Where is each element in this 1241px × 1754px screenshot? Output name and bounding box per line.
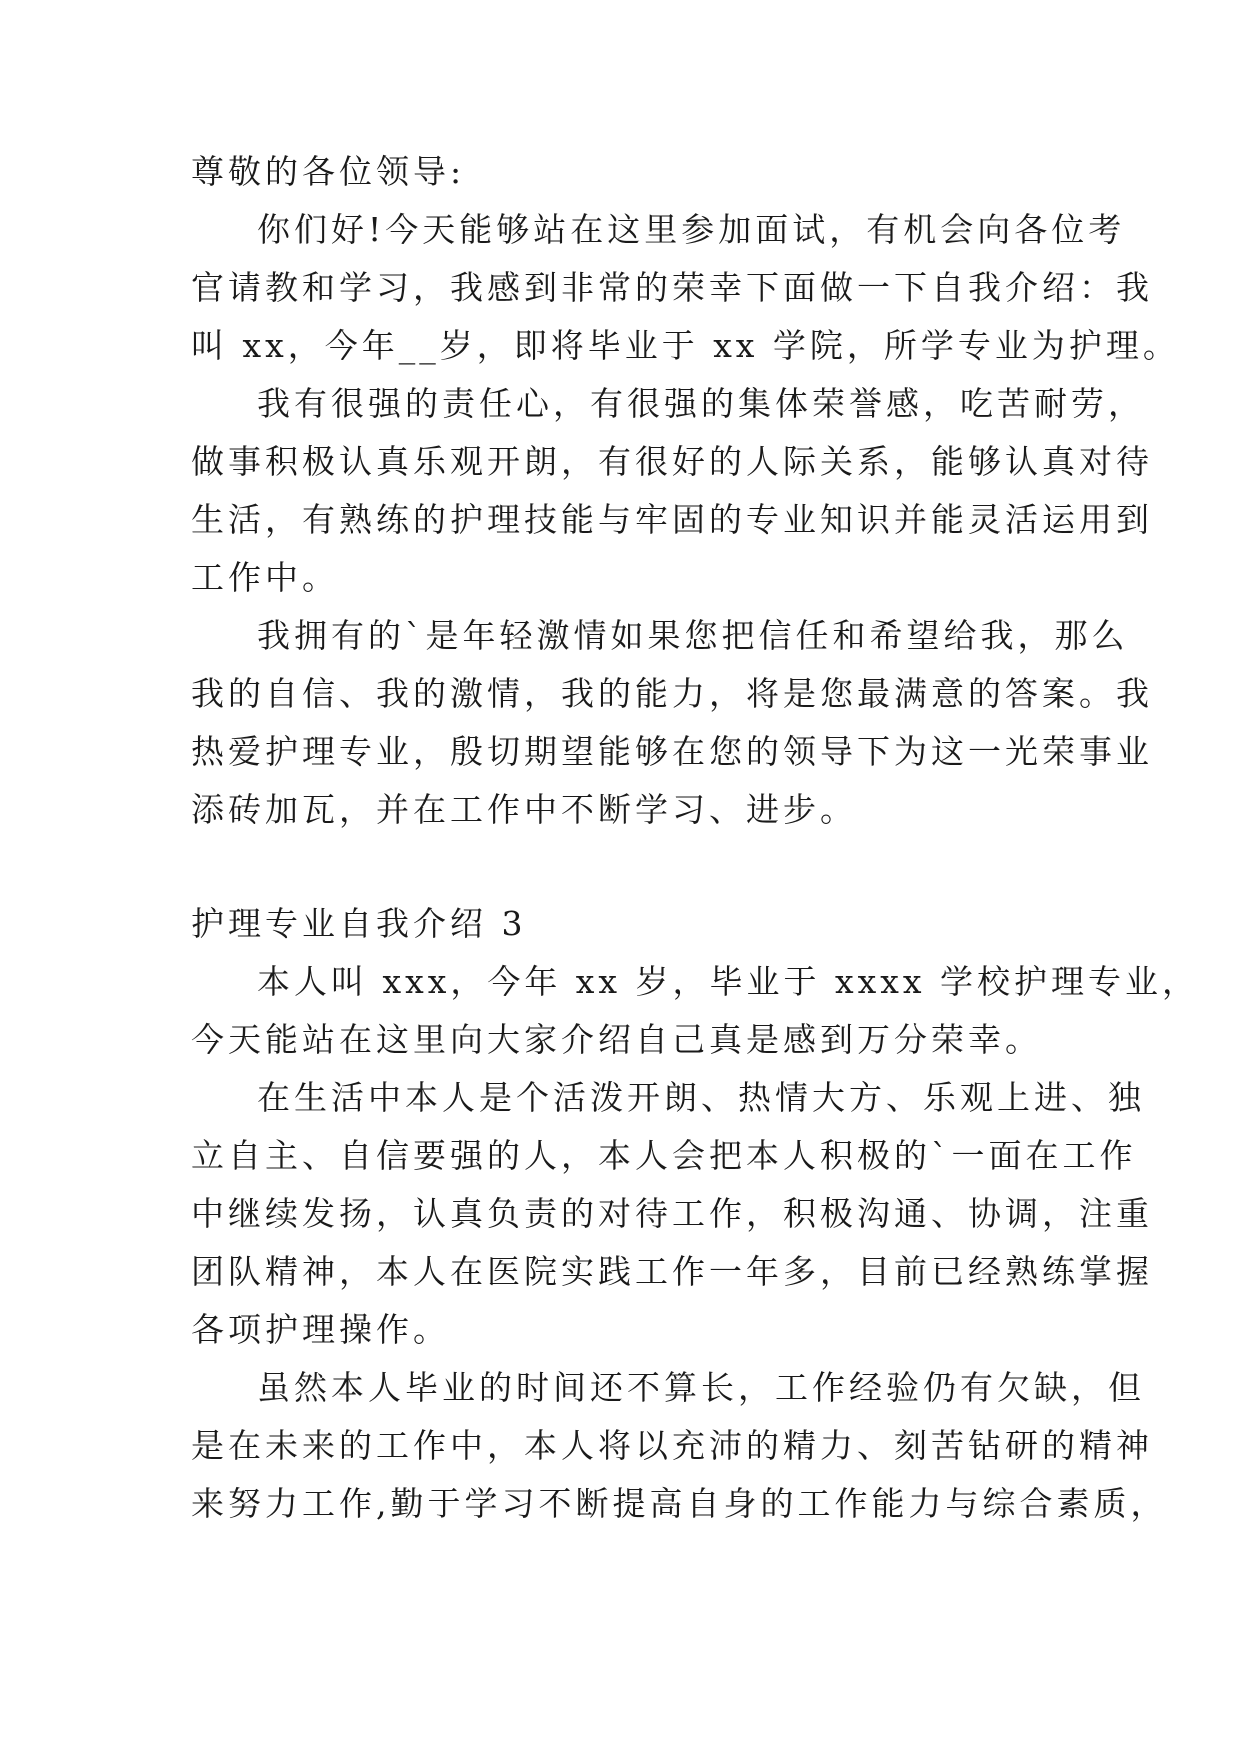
salutation: 尊敬的各位领导: bbox=[191, 152, 466, 191]
paragraph-line: 本人叫 xxx，今年 xx 岁，毕业于 xxxx 学校护理专业， bbox=[257, 962, 1199, 1001]
paragraph-line: 添砖加瓦，并在工作中不断学习、进步。 bbox=[191, 790, 857, 829]
paragraph-line: 中继续发扬，认真负责的对待工作，积极沟通、协调，注重 bbox=[191, 1194, 1153, 1233]
paragraph-line: 我有很强的责任心，有很强的集体荣誉感，吃苦耐劳， bbox=[257, 384, 1145, 423]
paragraph-line: 立自主、自信要强的人，本人会把本人积极的`一面在工作 bbox=[191, 1136, 1137, 1175]
paragraph-line: 各项护理操作。 bbox=[191, 1310, 450, 1349]
paragraph-line: 生活，有熟练的护理技能与牢固的专业知识并能灵活运用到 bbox=[191, 500, 1153, 539]
paragraph-line: 你们好!今天能够站在这里参加面试，有机会向各位考 bbox=[257, 210, 1126, 249]
paragraph-line: 今天能站在这里向大家介绍自己真是感到万分荣幸。 bbox=[191, 1020, 1042, 1059]
paragraph-line: 做事积极认真乐观开朗，有很好的人际关系，能够认真对待 bbox=[191, 442, 1153, 481]
paragraph-line: 叫 xx，今年__岁，即将毕业于 xx 学院，所学专业为护理。 bbox=[191, 326, 1180, 365]
paragraph-line: 是在未来的工作中，本人将以充沛的精力、刻苦钻研的精神 bbox=[191, 1426, 1153, 1465]
paragraph-line: 在生活中本人是个活泼开朗、热情大方、乐观上进、独 bbox=[257, 1078, 1145, 1117]
paragraph-line: 虽然本人毕业的时间还不算长，工作经验仍有欠缺，但 bbox=[257, 1368, 1145, 1407]
paragraph-line: 官请教和学习，我感到非常的荣幸下面做一下自我介绍：我 bbox=[191, 268, 1153, 307]
paragraph-line: 热爱护理专业，殷切期望能够在您的领导下为这一光荣事业 bbox=[191, 732, 1153, 771]
paragraph-line: 工作中。 bbox=[191, 558, 339, 597]
paragraph-line: 来努力工作,勤于学习不断提高自身的工作能力与综合素质， bbox=[191, 1484, 1168, 1523]
paragraph-line: 团队精神，本人在医院实践工作一年多，目前已经熟练掌握 bbox=[191, 1252, 1153, 1291]
paragraph-line: 我的自信、我的激情，我的能力，将是您最满意的答案。我 bbox=[191, 674, 1153, 713]
paragraph-line: 我拥有的`是年轻激情如果您把信任和希望给我，那么 bbox=[257, 616, 1129, 655]
section-heading: 护理专业自我介绍 3 bbox=[191, 904, 527, 943]
